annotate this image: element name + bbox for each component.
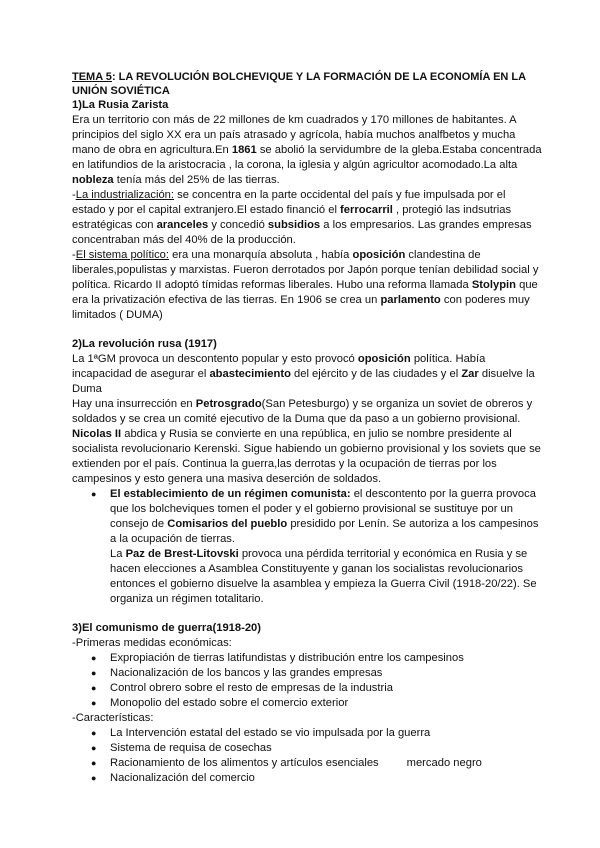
- section-2-heading: 2)La revolución rusa (1917): [72, 338, 217, 350]
- bullet-icon: ●: [91, 698, 97, 708]
- list-item: ● Sistema de requisa de cosechas: [91, 742, 272, 754]
- characteristics-list: [72, 726, 542, 786]
- section-2-paragraph-2: Hay una insurrección en Petrosgrado(San Petesburgo) y se organiza un soviet de obreros y soldados y se crea un comité ejecutivo de la Duma que da paso a un gobierno provisional. Nicolas II abdica y Rusia se convierte en una república, en julio se nombre presidente al socialista revolucionario Kerenski. Sigue habiendo un gobierno provisional y los soviets que se extienden por el país. Continua la guerra,las derrotas y la ocupación de tierras por los campesinos y esto genera una masiva deserción de soldados.: [72, 398, 541, 485]
- list-item: ● Racionamiento de los alimentos y artículos esenciales mercado negro: [91, 757, 482, 769]
- bullet-icon: ●: [91, 773, 97, 783]
- section-3-heading: 3)El comunismo de guerra(1918-20): [72, 622, 262, 634]
- topic-label: TEMA 5: [72, 71, 112, 83]
- bullet-icon: ●: [91, 728, 97, 738]
- characteristics-label: -Características:: [72, 712, 154, 724]
- document-page: [72, 70, 542, 786]
- section-2-bullet-list: [72, 487, 542, 547]
- section-1-paragraph-1: Era un territorio con más de 22 millones de km cuadrados y 170 millones de habitantes. A principios del siglo XX era un país atrasado y agrícola, había muchos analfbetos y mucha mano de obra en agricultura.En 1861 se abolió la servidumbre de la gleba.Estaba concentrada en latifundios de la aristocracia , la corona, la iglesia y algún agricultor acomodado.La alta nobleza tenía más del 25% de las tierras.: [72, 114, 542, 186]
- section-1-paragraph-political-system: -El sistema político: era una monarquía absoluta , había oposición clandestina de liberales,populistas y marxistas. Fueron derrotados por Japón porque tenían debilidad social y política. Ricardo II adoptó tímidas reformas liberales. Hubo una reforma llamada Stolypin que era la privatización efectiva de las tierras. En 1906 se crea un parlamento con poderes muy limitados ( DUMA): [72, 249, 539, 321]
- section-1-paragraph-industrialization: -La industrialización: se concentra en la parte occidental del país y fue impulsada por el estado y por el capital extranjero.El estado financió el ferrocarril , protegió las indsutrias estratégicas con aranceles y concedió subsidios a los empresarios. Las grandes empresas concentraban más del 40% de la producción.: [72, 189, 532, 246]
- section-2-sub-paragraph: La Paz de Brest-Litovski provoca una pérdida territorial y económica en Rusia y se hacen elecciones a Asamblea Constituyente y ganan los socialistas revolucionarios entonces el gobierno disuelve la asamblea y empieza la Guerra Civil (1918-20/22). Se organiza un régimen totalitario.: [110, 548, 537, 605]
- bullet-icon: ●: [91, 758, 97, 768]
- bullet-icon: ●: [91, 683, 97, 693]
- list-item: ● Monopolio del estado sobre el comercio exterior: [91, 697, 349, 709]
- first-measures-label: -Primeras medidas económicas:: [72, 637, 232, 649]
- first-measures-list: [72, 651, 542, 711]
- bullet-icon: ●: [91, 743, 97, 753]
- list-item: ● Nacionalización del comercio: [91, 772, 255, 784]
- list-item: ● La Intervención estatal del estado se vio impulsada por la guerra: [91, 727, 431, 739]
- list-item: ● Control obrero sobre el resto de empresas de la industria: [91, 682, 393, 694]
- list-item: ● Expropiación de tierras latifundistas y distribución entre los campesinos: [91, 652, 464, 664]
- bullet-icon: ●: [91, 668, 97, 678]
- section-2-paragraph-1: La 1ªGM provoca un descontento popular y esto provocó oposición política. Había incapacidad de asegurar el abastecimiento del ejército y de las ciudades y el Zar disuelve la Duma: [72, 353, 535, 395]
- list-item: ● El establecimiento de un régimen comunista: el descontento por la guerra provoca que los bolcheviques tomen el poder y el gobierno provisional se sustituye por un consejo de Comisarios del pueblo presidido por Lenín. Se autoriza a los campesinos a la ocupación de tierras.: [91, 488, 539, 545]
- section-1-heading: 1)La Rusia Zarista: [72, 99, 169, 111]
- bullet-icon: ●: [91, 653, 97, 663]
- black-market-note: mercado negro: [406, 757, 482, 769]
- title-text: : LA REVOLUCIÓN BOLCHEVIQUE Y LA FORMACIÓN DE LA ECONOMÍA EN LA UNIÓN SOVIÉTICA: [72, 71, 526, 97]
- list-item: ● Nacionalización de los bancos y las grandes empresas: [91, 667, 383, 679]
- bullet-icon: ●: [91, 489, 97, 499]
- document-title: [72, 70, 542, 98]
